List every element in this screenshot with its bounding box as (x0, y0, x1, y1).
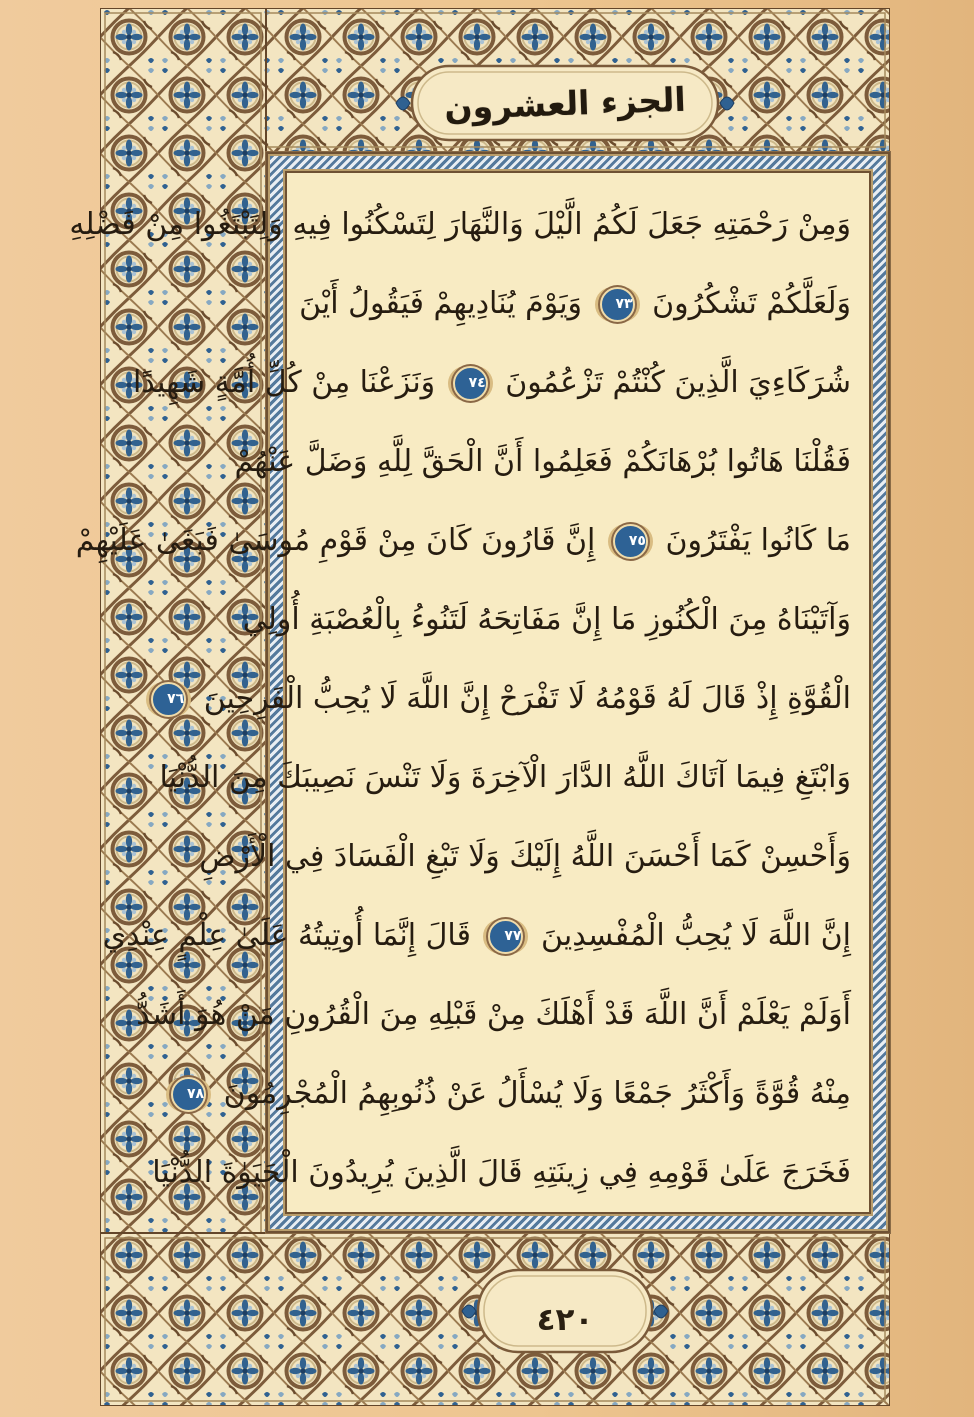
verse-text: فَخَرَجَ عَلَىٰ قَوْمِهِ فِي زِينَتِهِ قَالَ الَّذِينَ يُرِيدُونَ الْحَيَوٰةَ الدُّنْيَا (152, 1155, 851, 1190)
quran-line (133, 343, 851, 422)
quran-line (199, 817, 851, 896)
verse-text: وَأَحْسِنْ كَمَا أَحْسَنَ اللَّهُ إِلَيْكَ وَلَا تَبْغِ الْفَسَادَ فِي الْأَرْضِ (199, 839, 851, 874)
quran-line (159, 738, 851, 817)
verse-text: إِنَّ قَارُونَ كَانَ مِنْ قَوْمِ مُوسَىٰ فَبَغَىٰ عَلَيْهِمْ (75, 523, 596, 558)
verse-text: مَا كَانُوا يَفْتَرُونَ (665, 523, 851, 558)
verse-text: وَلَعَلَّكُمْ تَشْكُرُونَ (652, 286, 851, 321)
verse-text: وَيَوْمَ يُنَادِيهِمْ فَيَقُولُ أَيْنَ (299, 286, 583, 321)
verse-marker-rosette-icon: ٧٦ (151, 682, 186, 717)
verse-marker-rosette-icon: ٧٣ (600, 287, 635, 322)
verse-text: إِنَّ اللَّهَ لَا يُحِبُّ الْمُفْسِدِينَ (541, 918, 851, 953)
verse-marker-rosette-icon: ٧٥ (613, 524, 648, 559)
verse-text: فَقُلْنَا هَاتُوا بُرْهَانَكُمْ فَعَلِمُوا أَنَّ الْحَقَّ لِلَّهِ وَضَلَّ عَنْهُمْ (234, 444, 851, 479)
quran-line (75, 501, 851, 580)
quran-line (136, 975, 851, 1054)
text-panel (69, 171, 871, 1214)
verse-text: وَمِنْ رَحْمَتِهِ جَعَلَ لَكُمُ الَّيْلَ وَالنَّهَارَ لِتَسْكُنُوا فِيهِ وَلِتَبْتَغُوا مِنْ فَضْلِهِ (69, 207, 851, 242)
quran-line (234, 422, 851, 501)
verse-text: قَالَ إِنَّمَا أُوتِيتُهُ عَلَىٰ عِلْمٍ عِنْدِي (102, 918, 471, 953)
verse-marker-rosette-icon: ٧٤ (453, 366, 488, 401)
quran-line (299, 264, 851, 343)
quran-line (167, 659, 851, 738)
quran-line (242, 580, 851, 659)
quran-text-lines (69, 173, 869, 1212)
verse-text: وَنَزَعْنَا مِنْ كُلِّ أُمَّةٍ شَهِيدًا (133, 365, 436, 400)
verse-marker-rosette-icon: ٧٧ (488, 919, 523, 954)
quran-line (152, 1133, 851, 1212)
verse-text: شُرَكَاءِيَ الَّذِينَ كُنْتُمْ تَزْعُمُونَ (505, 365, 851, 400)
verse-text: أَوَلَمْ يَعْلَمْ أَنَّ اللَّهَ قَدْ أَهْلَكَ مِنْ قَبْلِهِ مِنَ الْقُرُونِ مَنْ هُوَ أَشَدُّ (136, 997, 851, 1032)
juz-title: الجزء العشرون (443, 79, 687, 127)
quran-line (102, 896, 851, 975)
quran-line (187, 1054, 851, 1133)
verse-text: وَآتَيْنَاهُ مِنَ الْكُنُوزِ مَا إِنَّ مَفَاتِحَهُ لَتَنُوءُ بِالْعُصْبَةِ أُولِي (242, 602, 851, 637)
verse-marker-rosette-icon: ٧٨ (171, 1077, 206, 1112)
page-number: ٤٢٠ (536, 1302, 594, 1338)
verse-text: مِنْهُ قُوَّةً وَأَكْثَرُ جَمْعًا وَلَا يُسْأَلُ عَنْ ذُنُوبِهِمُ الْمُجْرِمُونَ (223, 1076, 851, 1111)
verse-text: وَابْتَغِ فِيمَا آتَاكَ اللَّهُ الدَّارَ الْآخِرَةَ وَلَا تَنْسَ نَصِيبَكَ مِنَ الدُّنْيَا (159, 760, 851, 795)
text-panel-frame (69, 152, 890, 1233)
quran-line (69, 185, 851, 264)
verse-text: الْقُوَّةِ إِذْ قَالَ لَهُ قَوْمُهُ لَا تَفْرَحْ إِنَّ اللَّهَ لَا يُحِبُّ الْفَرِحِينَ (203, 681, 851, 716)
